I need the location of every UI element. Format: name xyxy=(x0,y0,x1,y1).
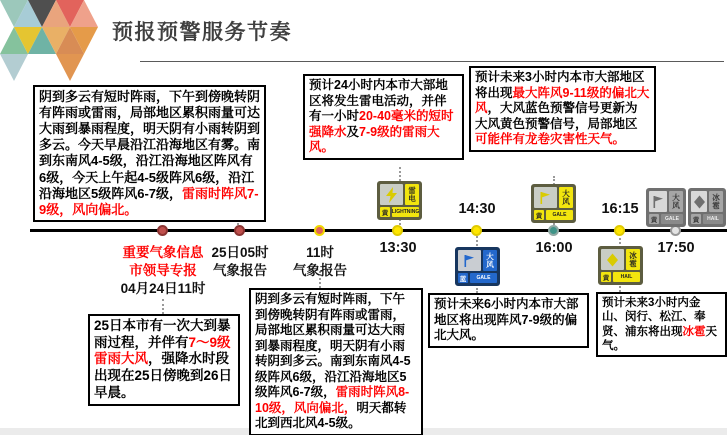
timeline-node-1430 xyxy=(471,225,482,236)
gale-blue-warning-icon xyxy=(455,247,500,286)
lightning-bolt-icon xyxy=(380,184,403,205)
gale-flag-icon xyxy=(534,187,557,208)
page-title: 预报预警服务节奏 xyxy=(112,21,292,44)
gale-alert-6h-box xyxy=(428,293,589,348)
text-segment: 预计24小时内本市大部地区将发生雷电活动，并伴有一小时 xyxy=(309,78,448,123)
time-label-1330: 13:30 xyxy=(379,240,417,256)
warning-name-chars: 冰 雹 xyxy=(709,191,723,212)
text-segment: 阴到多云有短时阵雨，下午到傍晚转阴有阵雨或雷雨，局部地区累积雨量可达大雨到暴雨程度，明天阴有小雨转阴到多云。南到东南风4-5级阵风6级，沿江沿海地区5级阵风6-7级， xyxy=(255,292,411,399)
text-segment: 预计未来3小时内本市大部地区将出现 xyxy=(475,70,645,100)
timeline-label-report-05 xyxy=(195,244,285,280)
text-segment: 雷雨时阵风8-10级，风向偏北， xyxy=(255,385,410,415)
warning-english-label: LIGHTNING xyxy=(392,209,419,215)
warning-name-chars: 雷 电 xyxy=(405,184,419,205)
text-segment: 阴到多云有短时阵雨，下午到傍晚转阴有阵雨或雷雨，局部地区累积雨量可达大雨到暴雨程度，明天阴有小雨转阴到多云。今天早晨沿江沿海地区有雾。南到东南风4-5级，沿江沿海地区阵风有6级，今天上午起4-5级阵风6级，沿江沿海地区5级阵风6-7级， xyxy=(39,89,261,201)
time-label-1600: 16:00 xyxy=(535,240,573,256)
timeline-node-1615 xyxy=(614,225,625,236)
connector-label1-box4 xyxy=(162,299,164,314)
timeline-node-leader-report xyxy=(157,225,168,236)
hail-alert-3h-box xyxy=(596,292,727,357)
text-segment: 及 xyxy=(346,124,360,139)
label-line: 11时 xyxy=(306,245,334,260)
forecast-box-24h xyxy=(33,85,266,222)
gale-flag-icon xyxy=(649,191,667,212)
thunder-alert-box xyxy=(303,74,464,160)
warning-name-chars: 大 风 xyxy=(669,191,683,212)
time-label-1750: 17:50 xyxy=(657,240,695,256)
label-line: 气象报告 xyxy=(213,263,267,279)
gale-flag-icon xyxy=(458,250,481,271)
label-line: 气象报告 xyxy=(293,263,347,279)
timeline-node-report-11 xyxy=(314,225,325,236)
lightning-yellow-warning-icon xyxy=(377,181,422,220)
warning-level-char: 黄 xyxy=(691,214,701,224)
warning-english-label: HAIL xyxy=(703,214,723,224)
warning-name-chars: 冰 雹 xyxy=(626,249,640,270)
warning-level-char: 黄 xyxy=(649,214,659,224)
text-segment: 最大阵风9-11级的偏北大风 xyxy=(475,85,650,115)
text-segment: 20-40毫米的短时强降水 xyxy=(309,109,454,139)
time-label-1430: 14:30 xyxy=(458,201,496,217)
hail-diamond-icon xyxy=(691,191,707,212)
gale-yellow-warning-icon xyxy=(531,184,576,223)
title-underline xyxy=(140,61,724,62)
timeline-label-report-11 xyxy=(275,244,365,280)
hail-warning-cancelled-icon xyxy=(688,188,726,227)
text-segment: 预计未来6小时内本市大部地区将出现阵风7-9级的偏北大风。 xyxy=(434,297,579,342)
forecast-update-box xyxy=(249,288,423,435)
warning-name-chars: 大 风 xyxy=(559,187,573,208)
label-line: 市领导专报 xyxy=(129,263,197,279)
label-line: 重要气象信息 xyxy=(122,245,204,260)
warning-level-char: 蓝 xyxy=(458,273,468,283)
rainstorm-process-box xyxy=(88,314,240,406)
timeline-node-report-05 xyxy=(234,225,245,236)
timeline-node-1600 xyxy=(548,225,559,236)
text-segment: 可能伴有龙卷灾害性天气。 xyxy=(475,132,626,146)
hail-yellow-warning-icon xyxy=(598,246,643,285)
gale-alert-3h-box xyxy=(469,66,656,152)
warning-english-label: GALE xyxy=(470,273,497,283)
hail-diamond-icon xyxy=(601,249,624,270)
text-segment: 预计未来3小时内金山、闵行、松江、奉贤、浦东将出现 xyxy=(602,297,706,338)
text-segment: 冰雹 xyxy=(682,325,706,338)
warning-level-char: 黄 xyxy=(601,272,611,282)
text-segment: ，强降水时段出现在25日傍晚到26日早晨。 xyxy=(94,351,233,400)
warning-english-label: GALE xyxy=(546,210,573,220)
gale-warning-cancelled-icon xyxy=(646,188,686,227)
label-date: 04月24日11时 xyxy=(120,281,206,297)
warning-name-chars: 大 风 xyxy=(483,250,497,271)
warning-english-label: GALE xyxy=(661,214,683,224)
text-segment: 7～9级雷雨大风 xyxy=(94,334,231,367)
warning-english-label: HAIL xyxy=(613,272,640,282)
timeline-node-1330 xyxy=(392,225,403,236)
text-segment: 雷雨时阵风7-9级，风向偏北。 xyxy=(39,185,259,217)
text-segment: ，大风蓝色预警信号更新为大风黄色预警信号，局部地区 xyxy=(475,101,638,131)
text-segment: 7-9级的雷雨大风。 xyxy=(309,124,440,154)
text-segment: 25日本市有一次大到暴雨过程，并伴有 xyxy=(94,318,231,350)
text-segment: 天气。 xyxy=(602,325,717,352)
text-segment: 明天都转北到西北风4-5级。 xyxy=(255,400,407,430)
time-label-1615: 16:15 xyxy=(601,201,639,217)
warning-level-char: 黄 xyxy=(534,210,544,220)
triangle-mosaic-logo xyxy=(0,0,98,84)
warning-level-char: 黄 xyxy=(380,207,390,217)
label-line: 25日05时 xyxy=(211,245,269,260)
